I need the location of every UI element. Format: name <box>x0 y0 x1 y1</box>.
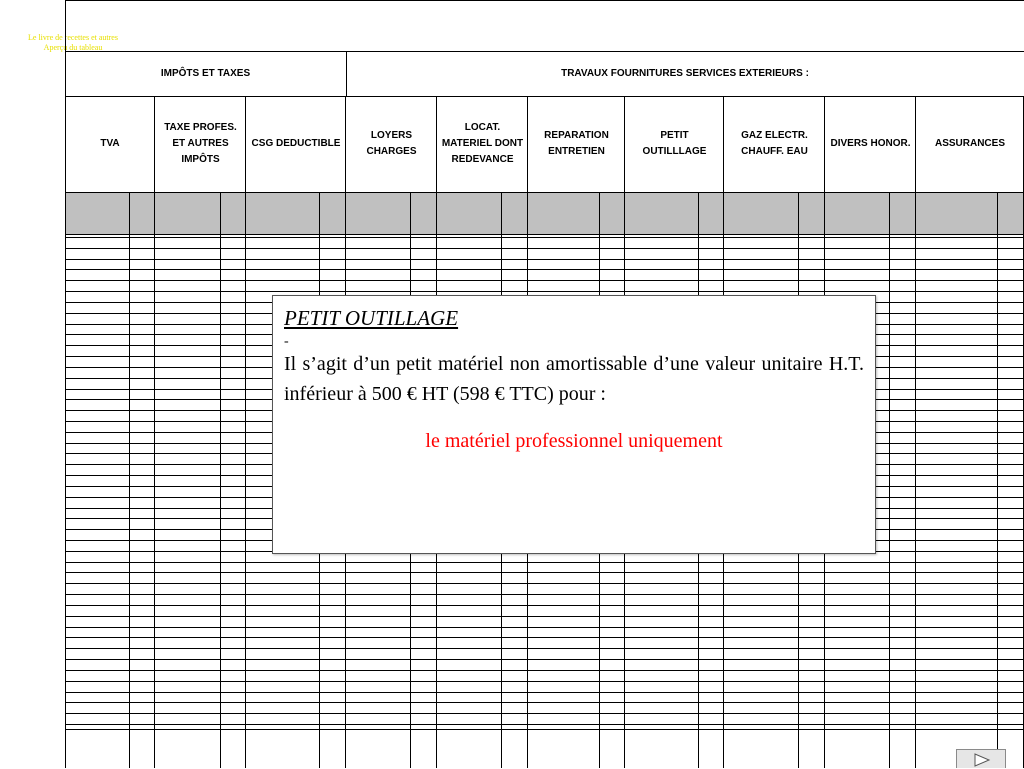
column-header-assurances: ASSURANCES <box>934 138 1005 149</box>
popup-title: PETIT OUTILLAGE <box>284 306 459 330</box>
column-header-petit-outillage: PETIT OUTILLLAGE <box>642 130 707 157</box>
column-header-loyers: LOYERS CHARGES <box>366 130 417 157</box>
column-header-taxe-profes: TAXE PROFES. ET AUTRES IMPÔTS <box>164 122 237 165</box>
column-header-csg: CSG DEDUCTIBLE <box>251 138 341 149</box>
popup-emphasis: le matériel professionnel uniquement <box>425 430 723 452</box>
column-header-divers: DIVERS HONOR. <box>830 138 911 149</box>
column-header-tva: TVA <box>100 138 120 149</box>
play-arrow-icon <box>957 750 1005 769</box>
group-header-impots: IMPÔTS ET TAXES <box>160 67 251 79</box>
column-header-reparation: REPARATION ENTRETIEN <box>544 130 609 157</box>
popup-dash: - <box>284 334 289 349</box>
watermark-line-1: Le livre de recettes et autres <box>28 33 118 42</box>
popup-text: Il s’agit d’un petit matériel non amortissable d’une valeur unitaire H.T. inférieur à 500 € HT (598 € TTC) pour : <box>284 353 864 405</box>
next-slide-button[interactable] <box>956 749 1006 768</box>
shaded-row <box>65 192 1024 234</box>
petit-outillage-popup <box>272 295 876 554</box>
column-header-gaz: GAZ ELECTR. CHAUFF. EAU <box>741 130 808 157</box>
column-header-locat: LOCAT. MATERIEL DONT REDEVANCE <box>441 122 524 165</box>
group-header-travaux: TRAVAUX FOURNITURES SERVICES EXTERIEURS : <box>561 67 809 79</box>
watermark-line-2: Aperçu du tableau <box>43 43 103 52</box>
